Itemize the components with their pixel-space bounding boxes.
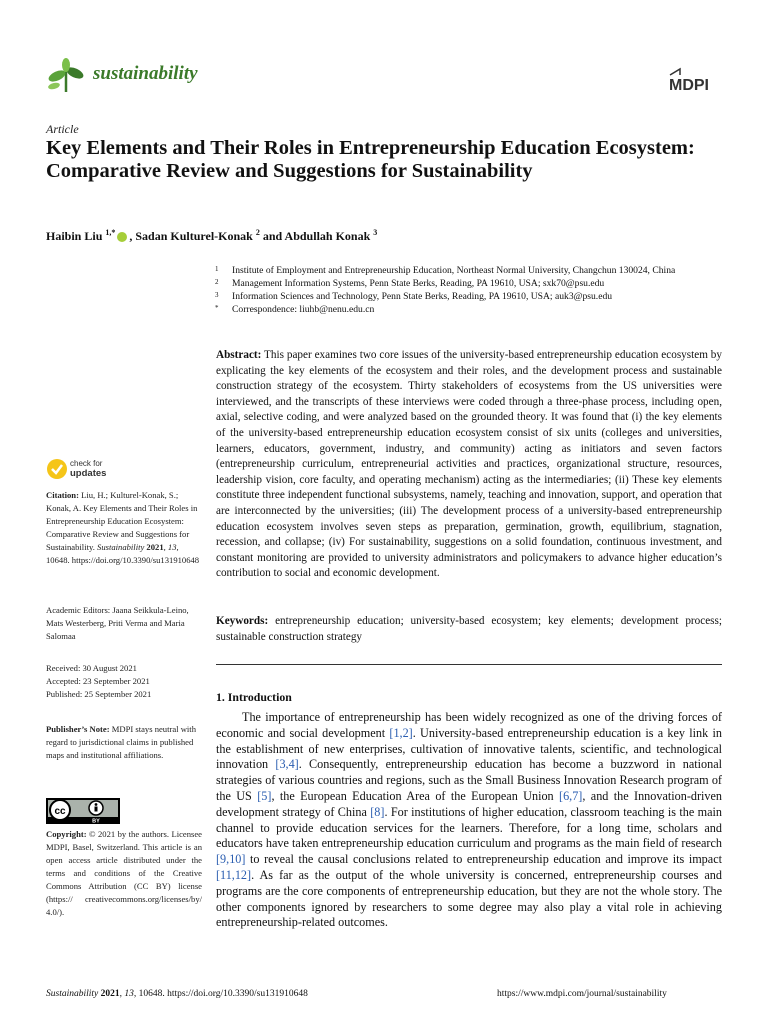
- publisher-note-text: MDPI stays neutral with regard to jurisdictional claims in published maps and institutional affiliations.: [46, 724, 196, 760]
- affiliation-item: [215, 277, 725, 290]
- affiliation-text: Institute of Employment and Entrepreneurship Education, Northeast Normal University, Changchun 130024, China: [232, 265, 676, 276]
- received-date: Received: 30 August 2021: [46, 663, 137, 673]
- check-for-updates-button[interactable]: [46, 458, 156, 482]
- citation-link[interactable]: [3,4]: [275, 757, 299, 772]
- author-name: Abdullah Konak: [284, 229, 371, 243]
- paragraph-text: , and the Innovation-driven development strategy of China: [216, 788, 723, 819]
- check-updates-icon: [46, 458, 68, 480]
- citation: [46, 489, 202, 567]
- copyright-label: Copyright:: [46, 829, 87, 839]
- citation-link[interactable]: [8]: [370, 804, 385, 819]
- keywords: [216, 614, 722, 645]
- affiliation-item: [215, 303, 725, 316]
- section-heading: 1. Introduction: [216, 690, 292, 704]
- academic-editors: Academic Editors: Jaana Seikkula-Leino, Mats Westerberg, Priti Verma and Maria Salomaa: [46, 605, 189, 641]
- citation-link[interactable]: [5]: [257, 788, 272, 803]
- author-list: [46, 228, 377, 244]
- keywords-label: Keywords:: [216, 615, 269, 627]
- abstract: [216, 348, 722, 582]
- author-name: Haibin Liu: [46, 229, 103, 243]
- paragraph-text: . University-based entrepreneurship education is a key link in the establishment of new enterprises, cultivation of innovative talents, scientific, and technological innovation: [216, 725, 722, 772]
- citation-year: 2021: [144, 542, 164, 552]
- check-updates-line1: check for: [70, 459, 103, 468]
- footer-year: 2021: [98, 989, 120, 999]
- journal-name: sustainability: [93, 63, 198, 84]
- author-affil-sup: 1,*: [105, 228, 116, 237]
- publication-dates: [46, 662, 202, 701]
- introduction-paragraph: [216, 710, 722, 931]
- section-divider: [216, 664, 722, 665]
- cc-badge-label: BY: [92, 818, 100, 824]
- affiliation-text: Management Information Systems, Penn State Berks, Reading, PA 19610, USA; sxk70@psu.edu: [232, 278, 605, 289]
- affiliation-item: [215, 264, 725, 277]
- author-affil-sup: 2: [255, 228, 260, 237]
- orcid-icon[interactable]: [117, 232, 127, 242]
- publisher-name: MDPI: [669, 77, 709, 94]
- citation-doi[interactable]: , 10648. https://doi.org/10.3390/su131910648: [46, 542, 200, 565]
- paragraph-text: . For institutions of higher education, classroom teaching is the main channel to provide education services for the learners. Therefore, for a long time, scholars and educators have taken entrepreneurship education curriculum and programs as the main field of research: [216, 804, 722, 851]
- keywords-text: entrepreneurship education; university-based ecosystem; key elements; development process; sustainable construction strategy: [216, 615, 722, 643]
- published-date: Published: 25 September 2021: [46, 689, 152, 699]
- affiliation-number: *: [215, 304, 219, 312]
- citation-journal: Sustainability: [97, 542, 145, 552]
- affiliation-text: Information Sciences and Technology, Penn State Berks, Reading, PA 19610, USA; auk3@psu.edu: [232, 291, 613, 302]
- footer-doi-link[interactable]: , 10648. https://doi.org/10.3390/su131910648: [133, 989, 308, 999]
- author-name: Sadan Kulturel-Konak: [135, 229, 253, 243]
- abstract-label: Abstract:: [216, 349, 262, 361]
- affiliation-text: Correspondence: liuhb@nenu.edu.cn: [232, 304, 375, 315]
- paragraph-text: , the European Education Area of the European Union: [271, 788, 560, 803]
- abstract-text: This paper examines two core issues of the university-based entrepreneurship education ecosystem by explicating the key elements of the ecosystem and their roles, and the development process and sustainable construction strategy of the ecosystem. Thirty stakeholders of ecosystems from the US universities were interviewed, and the transcripts of these interviews were coded through a three-phase process, including open, axial, selective coding, and were analyzed based on the grounded theory. It was found that (i) the key elements of the university-based entrepreneurship education ecosystem consist of six units (colleges and universities, learners, educators, government, industry, and community) acting as initiators and seven factors (entrepreneurship curriculum, entrepreneurial activities and practices, organizational structure, resources, leadership vision, core faculty, and operating mechanism) acting as the intermediaries; (ii) These key elements constitute three independent functional subsystems, namely, teaching and innovation, support, and operation that are interconnected by the universities; (iii) The development process of a university-based entrepreneurship education ecosystem involves seven steps as preparation, germination, growth, equilibrium, stagnation, recession, and collapse; (iv) For sustainability, suggestions on a solid foundation, continuous investment, and constant monitoring are provided to university administrators and policymakers to advance higher education’s contribution to social and economic development.: [216, 349, 722, 580]
- citation-link[interactable]: [11,12]: [216, 867, 252, 882]
- footer-journal-url[interactable]: https://www.mdpi.com/journal/sustainability: [497, 989, 667, 999]
- citation-link[interactable]: [6,7]: [559, 788, 583, 803]
- article-type: Article: [46, 122, 79, 136]
- citation-link[interactable]: [9,10]: [216, 852, 246, 867]
- citation-link[interactable]: [1,2]: [389, 725, 413, 740]
- paragraph-text: to reveal the causal conclusions related to entrepreneurship education and improve its impact: [245, 852, 722, 867]
- sustainability-logo-icon: [46, 58, 86, 94]
- paragraph-text: . As far as the output of the whole university is concerned, entrepreneurship courses and programs are the core components of entrepreneurship education, but they are not the whole story. The other components ignored by researchers to some degree may also play a vital role in achieving entrepreneurship-related outcomes.: [216, 867, 722, 930]
- publisher-note-label: Publisher’s Note:: [46, 724, 110, 734]
- publisher-note: [46, 723, 202, 762]
- citation-text: Liu, H.; Kulturel-Konak, S.; Konak, A. Key Elements and Their Roles in Entrepreneurship Education Ecosystem: Comparative Review and Suggestions for Sustainability.: [46, 490, 198, 552]
- accepted-date: Accepted: 23 September 2021: [46, 676, 150, 686]
- affiliation-number: 1: [215, 265, 219, 273]
- affiliations: [215, 264, 725, 316]
- copyright-text: © 2021 by the authors. Licensee MDPI, Basel, Switzerland. This article is an open access article distributed under the terms and conditions of the Creative Commons Attribution (CC BY) license (https:// creativecommons.org/licenses/by/ 4.0/).: [46, 829, 202, 917]
- footer-citation: [46, 989, 308, 999]
- check-updates-line2: updates: [70, 468, 107, 479]
- cc-by-license-icon[interactable]: [46, 798, 120, 824]
- svg-text:cc: cc: [54, 806, 66, 817]
- citation-label: Citation:: [46, 490, 79, 500]
- paragraph-text: . Consequently, entrepreneurship education has become a buzzword in national strategies of various countries and regions, such as the Small Business Innovation Research program of the US: [216, 757, 722, 803]
- author-affil-sup: 3: [373, 228, 378, 237]
- affiliation-item: [215, 290, 725, 303]
- paragraph-text: The importance of entrepreneurship has been widely recognized as one of the driving forces of economic and social development: [216, 710, 722, 740]
- article-title: Key Elements and Their Roles in Entrepreneurship Education Ecosystem: Comparative Review and Suggestions for Sustainability: [46, 137, 695, 182]
- affiliation-number: 2: [215, 278, 219, 286]
- affiliation-number: 3: [215, 291, 219, 299]
- citation-volume: , 13: [163, 542, 177, 552]
- footer-volume: , 13: [119, 989, 134, 999]
- author-separator: ,: [129, 229, 136, 243]
- author-separator: and: [259, 229, 285, 243]
- mdpi-logo-icon: [666, 66, 722, 94]
- copyright-notice: [46, 828, 202, 919]
- footer-journal: Sustainability: [46, 989, 99, 999]
